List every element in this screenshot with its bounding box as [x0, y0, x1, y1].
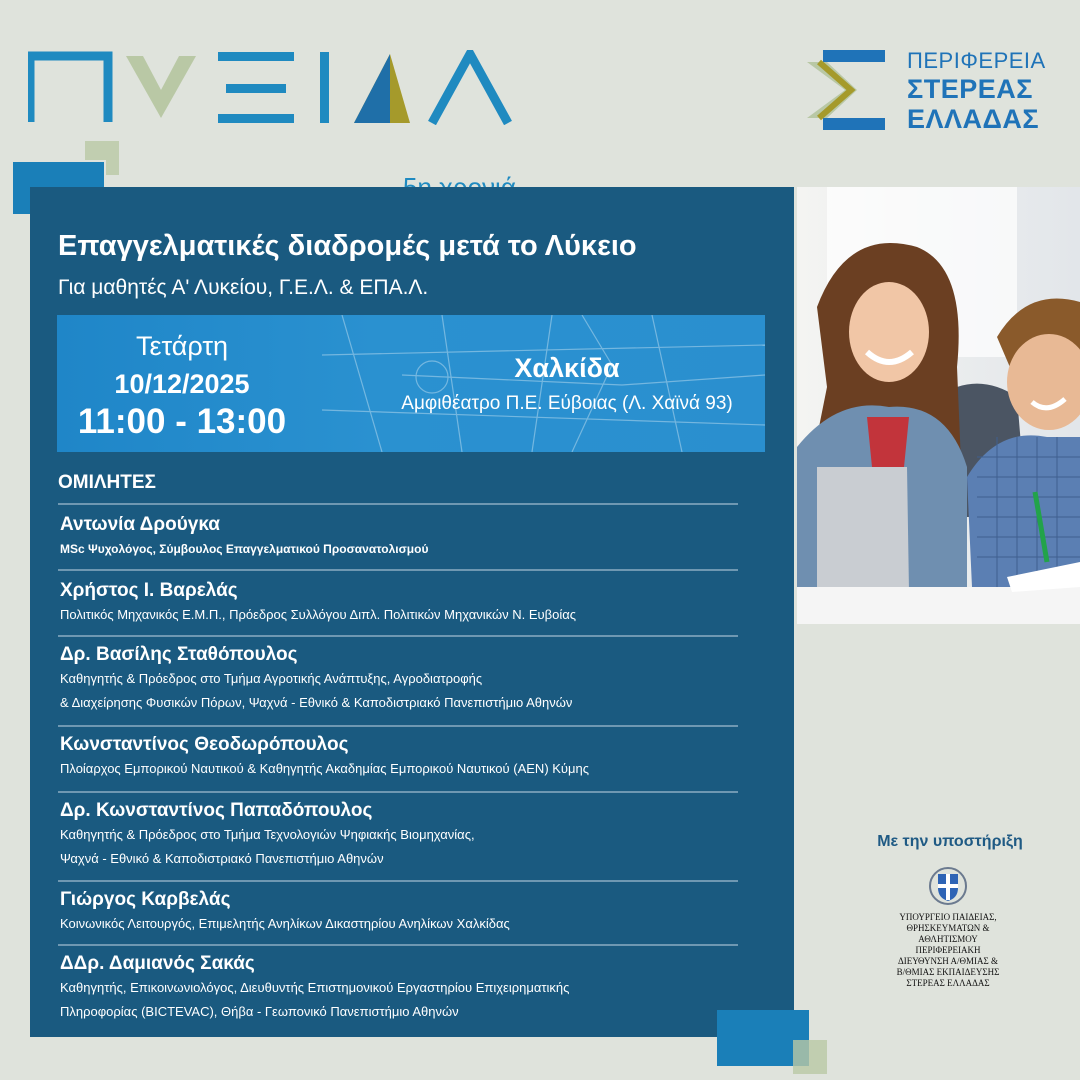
speaker-description-line2: Ψαχνά - Εθνικό & Καποδιστριακό Πανεπιστήμιο Αθηνών — [60, 851, 384, 866]
speaker-item — [58, 635, 738, 725]
event-time: 11:00 - 13:00 — [77, 402, 287, 441]
students-photo — [797, 187, 1080, 624]
event-day: Τετάρτη — [135, 331, 229, 361]
ministry-line: ΠΕΡΙΦΕΡΕΙΑΚΗ — [915, 945, 981, 955]
ministry-line: ΑΘΛΗΤΙΣΜΟΥ — [918, 934, 978, 944]
greek-coat-of-arms-icon — [928, 866, 968, 906]
ministry-line: ΔΙΕΥΘΥΝΣΗ Α/ΘΜΙΑΣ & — [897, 956, 998, 966]
speaker-description: Πλοίαρχος Εμπορικού Ναυτικού & Καθηγητής Ακαδημίας Εμπορικού Ναυτικού (ΑΕΝ) Κύμης — [60, 761, 590, 776]
speaker-name: ΔΔρ. Δαμιανός Σακάς — [60, 953, 255, 974]
region-label-3: ΕΛΛΑΔΑΣ — [907, 104, 1040, 134]
speaker-description-line2: & Διαχείρησης Φυσικών Πόρων, Ψαχνά - Εθνικό & Καποδιστριακό Πανεπιστήμιο Αθηνών — [60, 695, 573, 710]
pyxida-logotype — [28, 50, 528, 125]
ministry-line: Β/ΘΜΙΑΣ ΕΚΠΑΙΔΕΥΣΗΣ — [896, 967, 1000, 977]
speaker-description: Καθηγητής & Πρόεδρος στο Τμήμα Αγροτικής Ανάπτυξης, Αγροδιατροφής — [60, 671, 483, 686]
event-subtitle: Για μαθητές Α' Λυκείου, Γ.Ε.Λ. & ΕΠΑ.Λ. — [58, 276, 429, 299]
speaker-item — [58, 880, 738, 944]
speaker-name: Κωνσταντίνος Θεοδωρόπουλος — [60, 734, 349, 755]
support-label: Με την υποστήριξη — [877, 833, 1023, 850]
ministry-line: ΘΡΗΣΚΕΥΜΑΤΩΝ & — [906, 923, 990, 933]
speaker-item — [58, 569, 738, 635]
ministry-line: ΥΠΟΥΡΓΕΙΟ ΠΑΙΔΕΙΑΣ, — [899, 912, 997, 922]
region-label-1: ΠΕΡΙΦΕΡΕΙΑ — [907, 48, 1046, 73]
speaker-description: Καθηγητής & Πρόεδρος στο Τμήμα Τεχνολογιών Ψηφιακής Βιομηχανίας, — [60, 827, 475, 842]
speaker-name: Χρήστος Ι. Βαρελάς — [60, 580, 238, 601]
speaker-description: Πολιτικός Μηχανικός Ε.Μ.Π., Πρόεδρος Συλλόγου Διπλ. Πολιτικών Μηχανικών Ν. Ευβοίας — [60, 607, 576, 622]
speaker-description: MSc Ψυχολόγος, Σύμβουλος Επαγγελματικού Προσανατολισμού — [60, 542, 429, 556]
speakers-heading: ΟΜΙΛΗΤΕΣ — [58, 472, 156, 493]
speaker-name: Δρ. Βασίλης Σταθόπουλος — [60, 644, 298, 665]
ministry-line: ΣΤΕΡΕΑΣ ΕΛΛΑΔΑΣ — [906, 978, 990, 988]
speaker-name: Δρ. Κωνσταντίνος Παπαδόπουλος — [60, 800, 373, 821]
speaker-item — [58, 725, 738, 791]
ministry-text — [870, 912, 1026, 989]
speaker-description: Καθηγητής, Επικοινωνιολόγος, Διευθυντής Επιστημονικού Εργαστηρίου Επιχειρηματικής — [60, 980, 570, 995]
region-label-2: ΣΤΕΡΕΑΣ — [907, 74, 1033, 104]
speaker-name: Γιώργος Καρβελάς — [60, 889, 231, 910]
students-illustration — [797, 187, 1080, 624]
event-date: 10/12/2025 — [114, 369, 250, 399]
event-city: Χαλκίδα — [514, 353, 620, 383]
event-venue: Αμφιθέατρο Π.Ε. Εύβοιας (Λ. Χαϊνά 93) — [401, 393, 733, 414]
sigma-icon — [805, 48, 895, 138]
speaker-item — [58, 791, 738, 880]
speaker-item — [58, 503, 738, 569]
event-title: Επαγγελματικές διαδρομές μετά το Λύκειο — [58, 230, 637, 262]
event-info-box — [57, 315, 765, 452]
speaker-name: Αντωνία Δρούγκα — [60, 514, 220, 535]
region-logo — [805, 48, 1065, 138]
event-panel — [30, 187, 794, 1037]
speaker-description: Κοινωνικός Λειτουργός, Επιμελητής Ανηλίκων Δικαστηρίου Ανηλίκων Χαλκίδας — [60, 916, 510, 931]
deco-square — [793, 1040, 827, 1074]
speaker-item — [58, 944, 738, 1034]
speaker-description-line2: Πληροφορίας (BICTEVAC), Θήβα - Γεωπονικό Πανεπιστήμιο Αθηνών — [60, 1004, 459, 1019]
speakers-list — [58, 503, 738, 1034]
